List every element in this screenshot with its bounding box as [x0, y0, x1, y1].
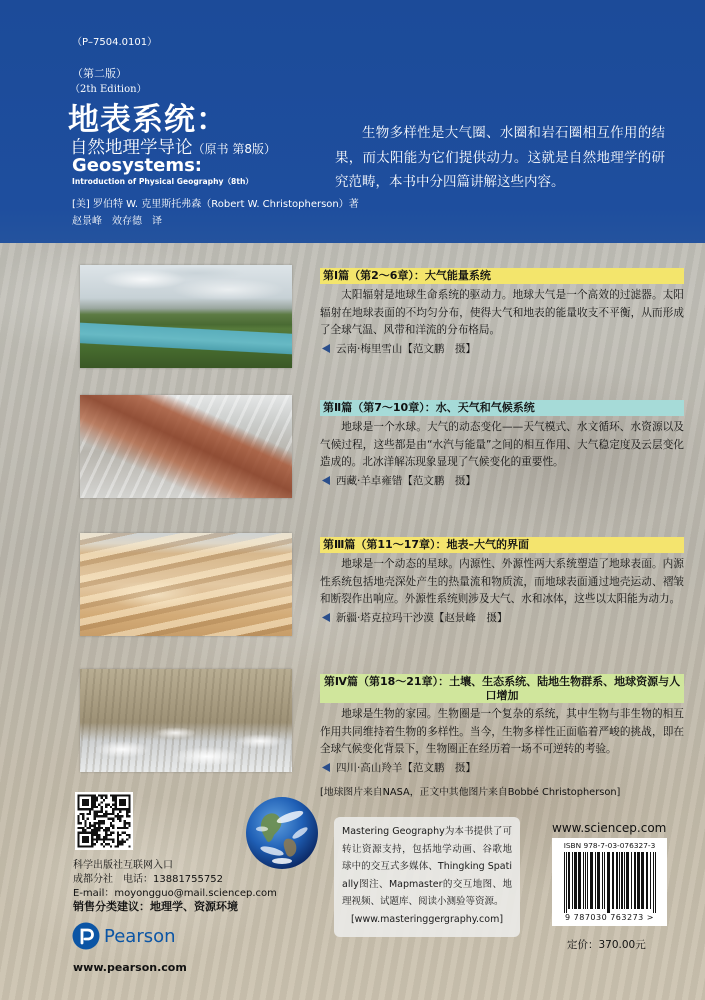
title-cn: 地表系统： — [68, 102, 228, 138]
part-4-caption — [320, 761, 684, 775]
author: [美] 罗伯特 W. 克里斯托弗森（Robert W. Christopherson）著 — [72, 199, 359, 210]
subtitle-en: Introduction of Physical Geography（8th） — [72, 177, 253, 186]
left-triangle-icon — [322, 613, 330, 622]
left-triangle-icon — [322, 344, 330, 353]
pearson-logo — [72, 920, 176, 952]
part-2-caption — [320, 474, 684, 488]
part-3-body: 地球是一个动态的星球。内源性、外源性两大系统塑造了地球表面。内源性系统包括地壳深处产生的热量流和物质流，而地球表面通过地壳运动、褶皱和断裂作出响应。外源性系统则涉及大气、水和冰体，这些以太阳能为动力。 — [320, 558, 684, 605]
part-1 — [320, 268, 684, 356]
part-1-header: 第Ⅰ篇（第2～6章）：大气能量系统 — [320, 268, 684, 284]
mastering-geography-box — [334, 817, 520, 937]
part-4 — [320, 674, 684, 775]
part-2-body: 地球是一个水球。大气的动态变化——天气模式、水文循环、水资源以及气候过程，这些都是由“水汽与能量”之间的相互作用、大气稳定度及云层变化造成的。北冰洋解冻现象显现了气候变化的重要性。 — [320, 421, 684, 468]
part-2-caption-text: 西藏·羊卓雍错【范文鹏 摄】 — [336, 474, 476, 487]
earth-globe-image — [244, 795, 320, 871]
sciencep-url: www.sciencep.com — [552, 821, 667, 835]
part-4-caption-text: 四川·高山羚羊【范文鹏 摄】 — [336, 761, 476, 774]
part-1-caption — [320, 342, 684, 356]
intro-paragraph: 生物多样性是大气圈、水圈和岩石圈相互作用的结果，而太阳能为它们提供动力。这就是自然地理学的研究范畴，本书中分四篇讲解这些内容。 — [335, 125, 665, 190]
edition-cn: （第二版） — [72, 67, 127, 80]
part-3-caption — [320, 611, 684, 625]
part-4-header: 第Ⅳ篇（第18～21章）：土壤、生态系统、陆地生物群系、地球资源与人口增加 — [320, 674, 684, 703]
publisher-phone: 成都分社 电话：13881755752 — [73, 874, 223, 885]
part-2 — [320, 400, 684, 488]
catalog-code: （P–7504.0101） — [72, 37, 158, 48]
part-1-body: 太阳辐射是地球生命系统的驱动力。地球大气是一个高效的过滤器。太阳辐射在地球表面的不均匀分布，使得大气和地表的能量收支不平衡，从而形成了全球气温、风带和洋流的分布格局。 — [320, 289, 684, 336]
photo-alpine-antelope — [80, 669, 292, 772]
mastering-text: Mastering Geography为本书提供了可转让资源支持，包括地学动画、谷歌地球中的交互式多媒体、Thingking Spatially图注、Mapmaster的交互地图、地理视频、试题库、阅读小测验等资源。 — [342, 826, 512, 908]
pearson-wordmark: Pearson — [104, 925, 176, 947]
part-2-header: 第Ⅱ篇（第7～10章）：水、天气和气候系统 — [320, 400, 684, 416]
translators: 赵景峰 效存德 译 — [72, 216, 162, 227]
publisher-portal: 科学出版社互联网入口 — [73, 860, 173, 871]
edition-en: （2th Edition） — [70, 84, 147, 95]
publisher-email: E-mail：moyongguo@mail.sciencep.com — [73, 888, 277, 899]
photo-yamdrok-lake — [80, 395, 292, 498]
photo-taklamakan-desert — [80, 533, 292, 636]
qr-code-icon — [75, 792, 133, 850]
part-1-caption-text: 云南·梅里雪山【范文鹏 摄】 — [336, 342, 476, 355]
sales-category: 销售分类建议：地理学、资源环境 — [73, 900, 238, 913]
pearson-url: www.pearson.com — [73, 961, 187, 974]
subtitle-main: 自然地理学导论 — [70, 138, 193, 158]
barcode-icon — [560, 852, 659, 913]
pearson-logo-icon — [72, 922, 100, 950]
image-credit: [地球图片来自NASA，正文中其他图片来自Bobbé Christopherson] — [320, 787, 621, 798]
part-4-body: 地球是生物的家园。生物圈是一个复杂的系统，其中生物与非生物的相互作用共同维持着生物的多样性。当今，生物多样性正面临着严峻的挑战，即在全球气候变化背景下，生物圈正在经历着一场不可逆转的考验。 — [320, 708, 684, 755]
isbn-barcode-box — [552, 838, 667, 926]
isbn-label: ISBN 978-7-03-076327-3 — [563, 841, 656, 850]
price: 定价：370.00元 — [567, 939, 646, 951]
mastering-url: [www.masteringgergraphy.com] — [350, 913, 504, 925]
part-3-caption-text: 新疆·塔克拉玛干沙漠【赵景峰 摄】 — [336, 611, 508, 624]
title-en: Geosystems: — [72, 155, 202, 176]
photo-meili-snow-mountain — [80, 265, 292, 368]
part-3-header: 第Ⅲ篇（第11～17章）：地表–大气的界面 — [320, 537, 684, 553]
subtitle-edition: （原书 第8版） — [192, 142, 276, 156]
left-triangle-icon — [322, 763, 330, 772]
left-triangle-icon — [322, 476, 330, 485]
isbn-digits: 9 787030 763273 > — [565, 913, 654, 922]
part-3 — [320, 537, 684, 625]
